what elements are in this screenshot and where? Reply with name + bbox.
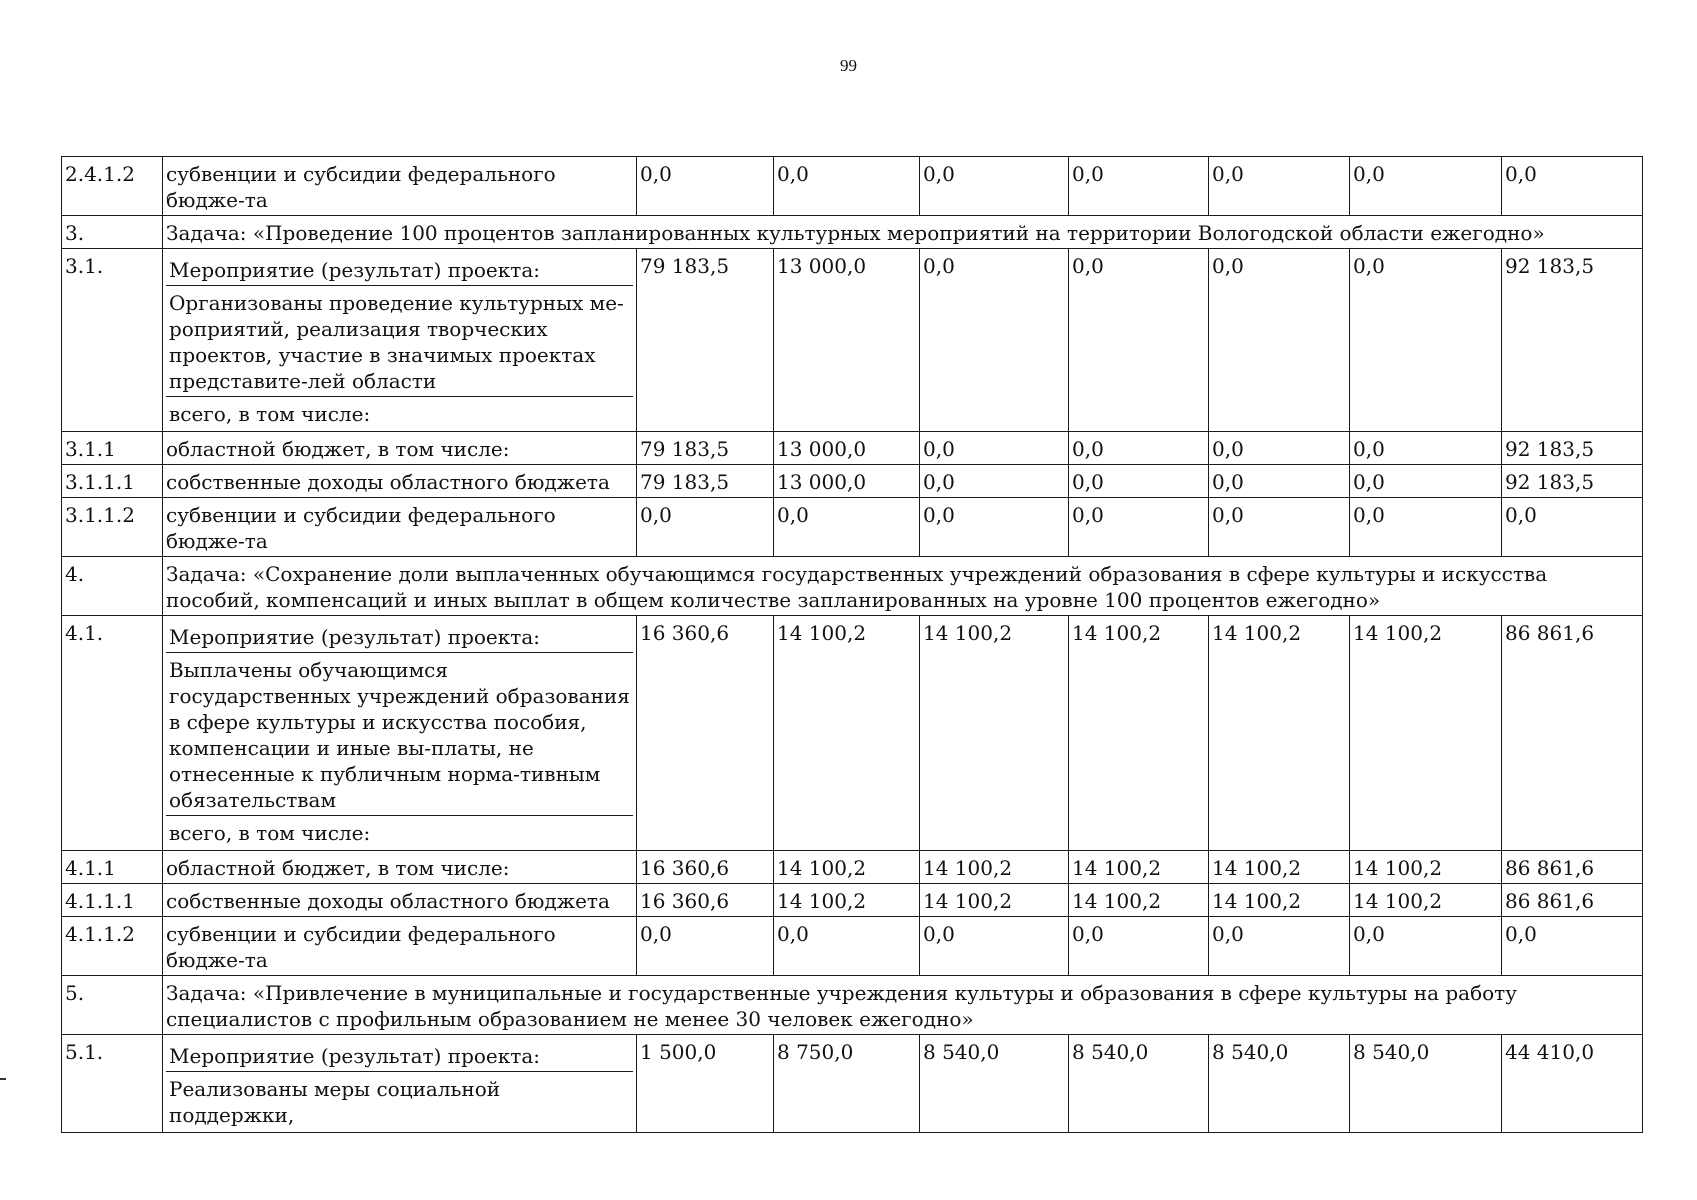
row-name: собственные доходы областного бюджета xyxy=(163,465,637,498)
value-cell: 0,0 xyxy=(774,498,920,557)
row-code: 5.1. xyxy=(62,1035,163,1133)
value-cell: 14 100,2 xyxy=(774,851,920,884)
table-row xyxy=(62,1035,1643,1133)
value-cell: 0,0 xyxy=(774,157,920,216)
task-text: Задача: «Привлечение в муниципальные и государственные учреждения культуры и образования в сфере культуры на работу специалистов с профильным образованием не менее 30 человек ежегодно» xyxy=(163,976,1643,1035)
value-cell: 14 100,2 xyxy=(1350,616,1502,851)
value-cell: 86 861,6 xyxy=(1502,851,1643,884)
value-cell: 14 100,2 xyxy=(774,884,920,917)
value-cell: 14 100,2 xyxy=(1209,851,1350,884)
event-label: Мероприятие (результат) проекта: xyxy=(166,253,633,286)
value-cell: 13 000,0 xyxy=(774,432,920,465)
value-cell: 0,0 xyxy=(1069,432,1209,465)
event-name-cell xyxy=(163,249,637,432)
value-cell: 0,0 xyxy=(1350,498,1502,557)
row-code: 3.1.1 xyxy=(62,432,163,465)
value-cell: 1 500,0 xyxy=(637,1035,774,1133)
value-cell: 0,0 xyxy=(1350,917,1502,976)
value-cell: 92 183,5 xyxy=(1502,465,1643,498)
table-row xyxy=(62,498,1643,557)
value-cell: 0,0 xyxy=(1209,465,1350,498)
row-name: субвенции и субсидии федерального бюдже-та xyxy=(163,917,637,976)
budget-table xyxy=(61,156,1643,1133)
row-code: 4. xyxy=(62,557,163,616)
value-cell: 0,0 xyxy=(637,157,774,216)
value-cell: 0,0 xyxy=(1350,249,1502,432)
value-cell: 8 750,0 xyxy=(774,1035,920,1133)
value-cell: 86 861,6 xyxy=(1502,616,1643,851)
value-cell: 92 183,5 xyxy=(1502,432,1643,465)
value-cell: 0,0 xyxy=(1502,498,1643,557)
value-cell: 0,0 xyxy=(1350,465,1502,498)
task-text: Задача: «Проведение 100 процентов запланированных культурных мероприятий на территории Вологодской области ежегодно» xyxy=(163,216,1643,249)
row-code: 3. xyxy=(62,216,163,249)
value-cell: 16 360,6 xyxy=(637,616,774,851)
value-cell: 79 183,5 xyxy=(637,465,774,498)
value-cell: 79 183,5 xyxy=(637,432,774,465)
value-cell: 0,0 xyxy=(1502,917,1643,976)
row-name: субвенции и субсидии федерального бюдже-та xyxy=(163,498,637,557)
value-cell: 13 000,0 xyxy=(774,465,920,498)
value-cell: 0,0 xyxy=(774,917,920,976)
event-total-label: всего, в том числе: xyxy=(169,821,371,845)
table-row xyxy=(62,465,1643,498)
value-cell: 8 540,0 xyxy=(1069,1035,1209,1133)
value-cell: 14 100,2 xyxy=(1350,851,1502,884)
row-name: областной бюджет, в том числе: xyxy=(163,851,637,884)
value-cell: 0,0 xyxy=(1069,498,1209,557)
value-cell: 0,0 xyxy=(920,432,1069,465)
page-number: 99 xyxy=(840,56,857,75)
table-row xyxy=(62,432,1643,465)
value-cell: 8 540,0 xyxy=(1209,1035,1350,1133)
event-total-label: всего, в том числе: xyxy=(169,402,371,426)
row-code: 4.1.1.2 xyxy=(62,917,163,976)
value-cell: 86 861,6 xyxy=(1502,884,1643,917)
row-code: 4.1.1.1 xyxy=(62,884,163,917)
table-row xyxy=(62,917,1643,976)
table-row xyxy=(62,884,1643,917)
event-name-cell xyxy=(163,616,637,851)
table-row xyxy=(62,157,1643,216)
value-cell: 92 183,5 xyxy=(1502,249,1643,432)
row-name: субвенции и субсидии федерального бюдже-та xyxy=(163,157,637,216)
value-cell: 14 100,2 xyxy=(920,851,1069,884)
value-cell: 0,0 xyxy=(1069,917,1209,976)
margin-mark xyxy=(0,1078,6,1080)
value-cell: 44 410,0 xyxy=(1502,1035,1643,1133)
value-cell: 0,0 xyxy=(1209,498,1350,557)
event-label: Мероприятие (результат) проекта: xyxy=(166,620,633,653)
value-cell: 8 540,0 xyxy=(920,1035,1069,1133)
value-cell: 16 360,6 xyxy=(637,884,774,917)
value-cell: 0,0 xyxy=(1502,157,1643,216)
table-row xyxy=(62,851,1643,884)
value-cell: 14 100,2 xyxy=(1069,616,1209,851)
value-cell: 0,0 xyxy=(1069,157,1209,216)
event-description: Организованы проведение культурных ме-роприятий, реализация творческих проектов, участие в значимых проектах представите-лей области xyxy=(166,286,633,397)
value-cell: 14 100,2 xyxy=(920,616,1069,851)
row-code: 4.1. xyxy=(62,616,163,851)
event-description: Выплачены обучающимся государственных учреждений образования в сфере культуры и искусства пособия, компенсации и иные вы-платы, не отнесенные к публичным норма-тивным обязательствам xyxy=(166,653,633,816)
value-cell: 0,0 xyxy=(637,917,774,976)
row-code: 3.1.1.1 xyxy=(62,465,163,498)
table-row xyxy=(62,249,1643,432)
value-cell: 0,0 xyxy=(637,498,774,557)
row-name: собственные доходы областного бюджета xyxy=(163,884,637,917)
value-cell: 0,0 xyxy=(1209,432,1350,465)
value-cell: 0,0 xyxy=(1069,465,1209,498)
table-row xyxy=(62,976,1643,1035)
value-cell: 13 000,0 xyxy=(774,249,920,432)
table-body xyxy=(62,157,1643,1133)
value-cell: 0,0 xyxy=(920,465,1069,498)
value-cell: 14 100,2 xyxy=(1069,851,1209,884)
event-label: Мероприятие (результат) проекта: xyxy=(166,1039,633,1072)
value-cell: 14 100,2 xyxy=(774,616,920,851)
value-cell: 8 540,0 xyxy=(1350,1035,1502,1133)
value-cell: 0,0 xyxy=(920,498,1069,557)
value-cell: 0,0 xyxy=(920,917,1069,976)
value-cell: 14 100,2 xyxy=(920,884,1069,917)
value-cell: 0,0 xyxy=(1209,157,1350,216)
value-cell: 0,0 xyxy=(1209,917,1350,976)
row-code: 3.1.1.2 xyxy=(62,498,163,557)
row-code: 5. xyxy=(62,976,163,1035)
table-row xyxy=(62,616,1643,851)
task-text: Задача: «Сохранение доли выплаченных обучающимся государственных учреждений образования в сфере культуры и искусства пособий, компенсаций и иных выплат в общем количестве запланированных на уровне 100 процентов ежегодно» xyxy=(163,557,1643,616)
row-code: 4.1.1 xyxy=(62,851,163,884)
value-cell: 14 100,2 xyxy=(1069,884,1209,917)
value-cell: 14 100,2 xyxy=(1209,616,1350,851)
row-code: 3.1. xyxy=(62,249,163,432)
value-cell: 14 100,2 xyxy=(1350,884,1502,917)
event-description: Реализованы меры социальной поддержки, xyxy=(169,1077,501,1127)
value-cell: 0,0 xyxy=(920,249,1069,432)
value-cell: 0,0 xyxy=(920,157,1069,216)
row-code: 2.4.1.2 xyxy=(62,157,163,216)
event-name-cell xyxy=(163,1035,637,1133)
row-name: областной бюджет, в том числе: xyxy=(163,432,637,465)
table-row xyxy=(62,216,1643,249)
value-cell: 79 183,5 xyxy=(637,249,774,432)
value-cell: 0,0 xyxy=(1350,432,1502,465)
value-cell: 16 360,6 xyxy=(637,851,774,884)
value-cell: 0,0 xyxy=(1069,249,1209,432)
value-cell: 14 100,2 xyxy=(1209,884,1350,917)
table-row xyxy=(62,557,1643,616)
value-cell: 0,0 xyxy=(1209,249,1350,432)
value-cell: 0,0 xyxy=(1350,157,1502,216)
